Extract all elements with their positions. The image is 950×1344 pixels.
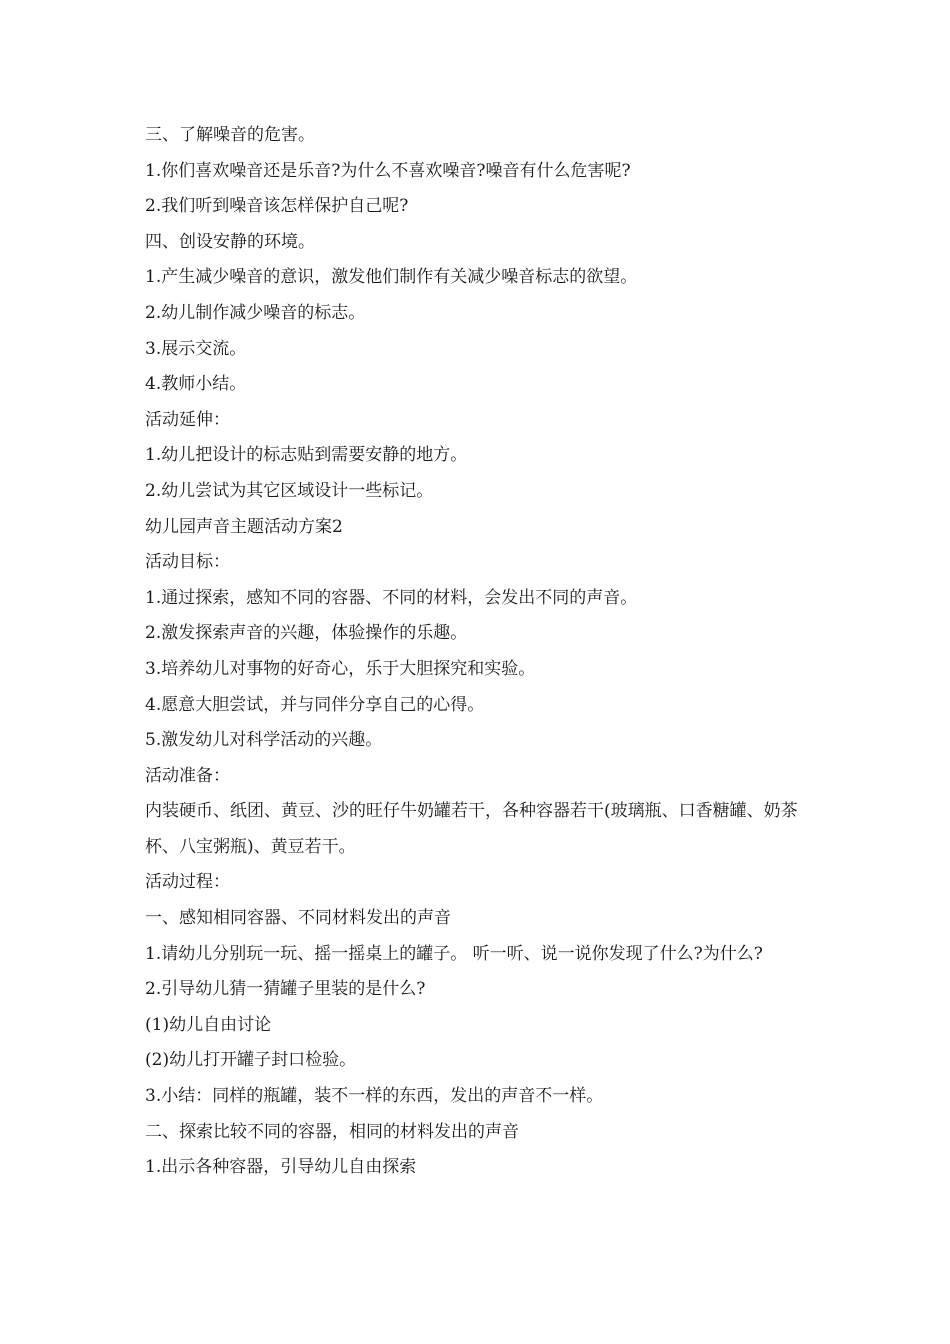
section-heading-different-containers: 二、探索比较不同的容器，相同的材料发出的声音 [145,1121,519,1142]
paragraph: 2.引导幼儿猜一猜罐子里装的是什么? [145,979,426,1000]
paragraph: 2.幼儿尝试为其它区域设计一些标记。 [145,480,434,501]
section-heading-same-container: 一、感知相同容器、不同材料发出的声音 [145,908,451,929]
paragraph: 1.你们喜欢噪音还是乐音?为什么不喜欢噪音?噪音有什么危害呢? [145,160,631,181]
paragraph: 2.激发探索声音的兴趣，体验操作的乐趣。 [145,623,468,644]
paragraph: 3.展示交流。 [145,338,247,359]
paragraph: 3.培养幼儿对事物的好奇心，乐于大胆探究和实验。 [145,658,536,679]
paragraph: 4.教师小结。 [145,374,247,395]
section-heading-process: 活动过程： [145,872,230,893]
paragraph: 2.幼儿制作减少噪音的标志。 [145,302,366,323]
section-heading-quiet-environment: 四、创设安静的环境。 [145,231,315,252]
section-heading-goals: 活动目标： [145,552,230,573]
paragraph: 1.出示各种容器，引导幼儿自由探索 [145,1157,417,1178]
section-heading-preparation: 活动准备： [145,765,230,786]
paragraph: (1)幼儿自由讨论 [145,1014,272,1035]
paragraph: 2.我们听到噪音该怎样保护自己呢? [145,196,409,217]
paragraph: 3.小结：同样的瓶罐，装不一样的东西，发出的声音不一样。 [145,1086,604,1107]
paragraph: 1.通过探索，感知不同的容器、不同的材料，会发出不同的声音。 [145,587,638,608]
paragraph: 1.幼儿把设计的标志贴到需要安静的地方。 [145,445,468,466]
section-heading-noise-harm: 三、了解噪音的危害。 [145,125,315,145]
document-subtitle: 幼儿园声音主题活动方案2 [145,516,343,537]
paragraph: (2)幼儿打开罐子封口检验。 [145,1050,357,1071]
paragraph: 4.愿意大胆尝试，并与同伴分享自己的心得。 [145,694,485,715]
paragraph: 1.请幼儿分别玩一玩、摇一摇桌上的罐子。 听一听、说一说你发现了什么?为什么? [145,943,763,964]
section-heading-extension: 活动延伸： [145,409,230,430]
paragraph: 5.激发幼儿对科学活动的兴趣。 [145,730,383,751]
document-body [145,118,810,1186]
paragraph: 1.产生减少噪音的意识，激发他们制作有关减少噪音标志的欲望。 [145,267,638,288]
paragraph: 内装硬币、纸团、黄豆、沙的旺仔牛奶罐若干，各种容器若干(玻璃瓶、口香糖罐、奶茶杯、八宝粥瓶)、黄豆若干。 [145,801,798,857]
